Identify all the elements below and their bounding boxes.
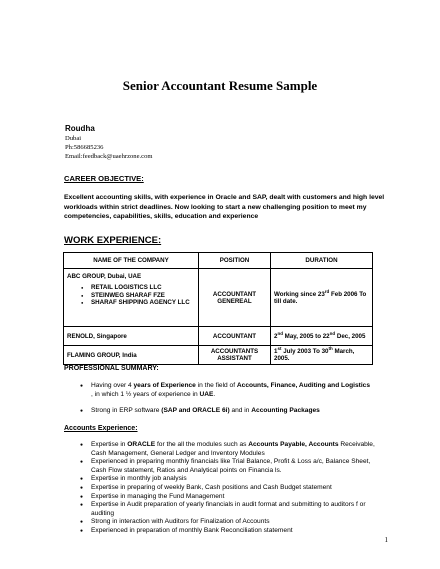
work-experience-table: [63, 252, 373, 365]
page-number: 1: [384, 536, 388, 544]
company-name: RENOLD, Singapore: [64, 327, 199, 346]
position-cell: ACCOUNTANT: [199, 327, 271, 346]
list-item: ● Strong in interaction with Auditors for Finalization of Accounts: [80, 518, 385, 527]
list-item: ● Strong in ERP software (SAP and ORACLE 6i) and in Accounting Packages: [80, 407, 370, 416]
column-header-duration: DURATION: [271, 253, 373, 269]
position-cell: ACCOUNTANTS ASSISTANT: [199, 346, 271, 365]
table-row: [64, 346, 373, 365]
company-name: FLAMING GROUP, India: [64, 346, 199, 365]
table-row: [64, 269, 373, 327]
list-item: ● SHARAF SHIPPING AGENCY LLC: [81, 299, 195, 307]
applicant-phone: Ph:586685236: [65, 144, 104, 151]
company-cell: [64, 269, 199, 327]
list-item: ● Experienced in preparing monthly financials like Trial Balance, Profit & Loss a/c, Balance Sheet, Cash Flow statement, Ratios and Analytical points on Financia ls.: [80, 458, 385, 475]
applicant-email: Email:feedback@uaehrzone.com: [65, 153, 153, 160]
list-item: ● Expertise in ORACLE for the all the modules such as Accounts Payable, Accounts Receivable, Cash Management, General Ledger and Inventory Modules: [80, 441, 385, 458]
accounts-experience-list: [80, 441, 385, 536]
column-header-company: NAME OF THE COMPANY: [64, 253, 199, 269]
list-item: ● Expertise in managing the Fund Management: [80, 493, 385, 502]
duration-cell: 2nd May, 2005 to 22nd Dec, 2005: [271, 327, 373, 346]
professional-summary-list: [80, 382, 370, 416]
list-item: ● RETAIL LOGISTICS LLC: [81, 284, 195, 292]
table-row: [64, 327, 373, 346]
list-item: ● Expertise in preparing of weekly Bank, Cash positions and Cash Budget statement: [80, 484, 385, 493]
duration-cell: 1st July 2003 To 30th March, 2005.: [271, 346, 373, 365]
duration-cell: Working since 23rd Feb 2006 To till date.: [271, 269, 373, 327]
accounts-experience-heading: Accounts Experience:: [64, 425, 138, 432]
position-cell: ACCOUNTANT GENEREAL: [199, 269, 271, 327]
career-objective-heading: CAREER OBJECTIVE:: [64, 174, 144, 183]
subsidiary-list: [81, 284, 195, 307]
list-item: ● Expertise in monthly job analysis: [80, 475, 385, 484]
column-header-position: POSITION: [199, 253, 271, 269]
career-objective-text: Excellent accounting skills, with experience in Oracle and SAP, dealt with customers and high level workloads within strict deadlines. Now looking to start a new challenging position to meet my competencies, capabilities, skills, education and experience: [64, 194, 385, 220]
list-item: ● Having over 4 years of Experience in the field of Accounts, Finance, Auditing and Logistics , in which 1 ½ years of experience in UAE.: [80, 382, 370, 399]
list-item: ● Expertise in Audit preparation of yearly financials in audit format and submitting to auditors f or auditing: [80, 501, 385, 518]
professional-summary-heading: PROFESSIONAL SUMMARY:: [64, 365, 159, 372]
applicant-city: Dubai: [65, 135, 82, 142]
company-name: ABC GROUP, Dubai, UAE: [67, 273, 142, 280]
list-item: ● STEINWEG SHARAF FZE: [81, 292, 195, 300]
work-experience-heading: WORK EXPERIENCE:: [64, 235, 162, 246]
list-item: ● Experienced in preparation of monthly Bank Reconciliation statement: [80, 527, 385, 536]
applicant-name: Roudha: [65, 124, 95, 133]
table-header-row: [64, 253, 373, 269]
document-title: Senior Accountant Resume Sample: [122, 78, 318, 93]
